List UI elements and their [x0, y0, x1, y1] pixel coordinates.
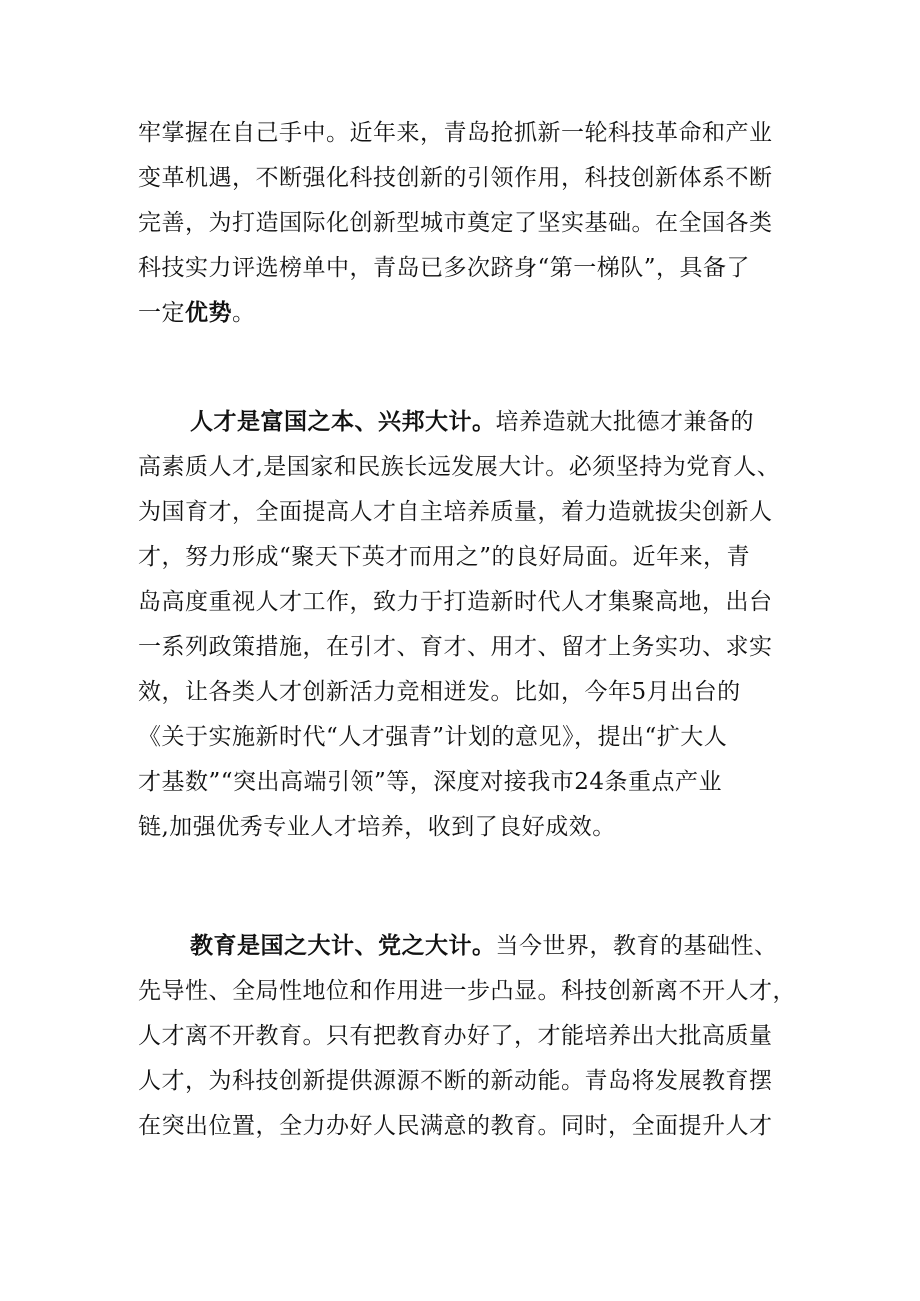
text-line: 科技实力评选榜单中，青岛已多次跻身“第一梯队”，具备了	[138, 255, 751, 281]
paragraph-heading: 教育是国之大计、党之大计。	[190, 933, 496, 959]
text-line	[138, 291, 818, 336]
text-line: 才，努力形成“聚天下英才而用之”的良好局面。近年来，青	[138, 544, 751, 570]
text-line: 高素质人才,是国家和民族长远发展大计。必须坚持为党育人、	[138, 454, 781, 480]
text-line: 效，让各类人才创新活力竞相迸发。比如，今年5月出台的	[138, 679, 741, 705]
text-line: 先导性、全局性地位和作用进一步凸显。科技创新离不开人才，	[138, 978, 796, 1004]
paragraph-talent	[138, 400, 818, 850]
text-line: 人才离不开教育。只有把教育办好了，才能培养出大批高质量	[138, 1023, 773, 1049]
text-line: 一系列政策措施，在引才、育才、用才、留才上务实功、求实	[138, 634, 773, 660]
text-line: 人才，为科技创新提供源源不断的新动能。青岛将发展教育摆	[138, 1068, 773, 1094]
text-line: 变革机遇，不断强化科技创新的引领作用，科技创新体系不断	[138, 165, 773, 191]
text-line: 在突出位置，全力办好人民满意的教育。同时，全面提升人才	[138, 1113, 773, 1139]
text-line: 完善，为打造国际化创新型城市奠定了坚实基础。在全国各类	[138, 210, 773, 236]
text-segment: 一定	[138, 300, 185, 326]
text-line: 牢掌握在自己手中。近年来，青岛抢抓新一轮科技革命和产业	[138, 120, 773, 146]
paragraph-education	[138, 924, 818, 1149]
text-line: 链,加强优秀专业人才培养，收到了良好成效。	[138, 814, 616, 840]
text-segment: 。	[232, 300, 256, 326]
text-line: 才基数”“突出高端引领”等，深度对接我市24条重点产业	[138, 769, 723, 795]
text-line: 为国育才，全面提高人才自主培养质量，着力造就拔尖创新人	[138, 499, 773, 525]
text-segment: 当今世界，教育的基础性、	[495, 933, 778, 959]
text-line: 《关于实施新时代“人才强青”计划的意见》，提出“扩大人	[138, 724, 728, 750]
paragraph-technology	[138, 111, 818, 336]
text-line	[138, 924, 818, 969]
emphasis-text: 优势	[185, 300, 232, 326]
text-line	[138, 400, 818, 445]
paragraph-heading: 人才是富国之本、兴邦大计。	[190, 409, 496, 435]
text-segment: 培养造就大批德才兼备的	[495, 409, 754, 435]
text-line: 岛高度重视人才工作，致力于打造新时代人才集聚高地，出台	[138, 589, 773, 615]
